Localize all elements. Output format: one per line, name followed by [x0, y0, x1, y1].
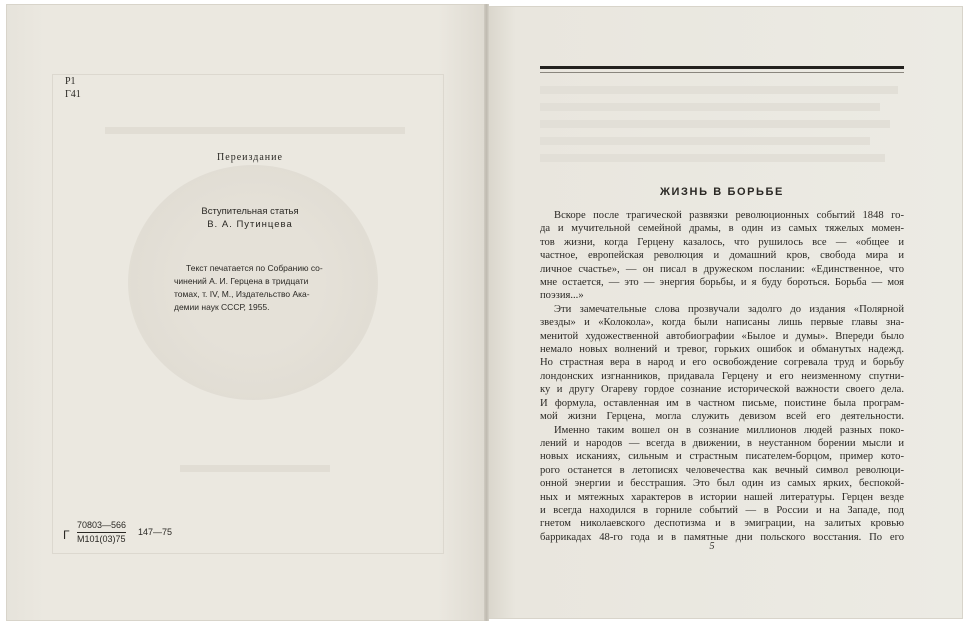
- body-line: мой жизни Герцена, могла служить девизом всей его деятельности.: [540, 411, 904, 423]
- show-through-line: [540, 86, 898, 94]
- body-line: И формула, оставленная им в частном письме, поистине была програм-: [540, 397, 904, 409]
- header-rule: [540, 66, 904, 69]
- body-line: тов жизни, когда Герцену казалось, что рушилось все — «общее и: [540, 236, 904, 248]
- edition-note-line: демии наук СССР, 1955.: [174, 302, 270, 312]
- intro-article-author: В. А. Путинцева: [207, 219, 293, 230]
- body-line: мне остается, — это — энергия борьбы, и я буду бороться. Борьба — моя: [540, 277, 904, 289]
- catalog-denominator: М101(03)75: [77, 534, 126, 544]
- intro-article-label: Вступительная статья: [201, 206, 299, 217]
- body-line: личное счастье», — он писал в дружеском послании: «Единственное, что: [540, 263, 904, 275]
- body-line: баррикадах 48-го года и в памятные дни польского восстания. По его: [540, 531, 904, 543]
- catalog-numerator: 70803—566: [77, 520, 127, 530]
- header-rule-thin: [540, 72, 904, 73]
- body-line: лений и народов — всегда в движении, в неустанном борении мысли и: [540, 437, 904, 449]
- body-line: Но страстная вера в народ и его освобождение согревала труд и борьбу: [540, 357, 904, 369]
- show-through-line: [540, 154, 885, 162]
- catalog-letter: Г: [63, 528, 70, 542]
- catalog-index: [63, 520, 183, 552]
- catalog-code-line: Р1: [65, 76, 76, 87]
- body-line: гнетом николаевского деспотизма и в эмиграции, на залитых кровью: [540, 518, 904, 530]
- body-line: лондонских изгнанников, придавала Герцену и его неизменному спутни-: [540, 370, 904, 382]
- body-line: да и мучительной семейной драмы, в один из самых тяжелых момен-: [540, 223, 904, 235]
- body-line: немало новых волнений и тревог, горьких ошибок и обманутых надежд.: [540, 344, 904, 356]
- show-through-line: [540, 103, 880, 111]
- body-line: Именно таким вошел он в сознание миллионов людей разных поко-: [554, 424, 904, 436]
- page-number: 5: [709, 541, 715, 552]
- chapter-heading: ЖИЗНЬ В БОРЬБЕ: [660, 186, 784, 198]
- edition-note: [174, 262, 322, 314]
- body-line: онной энергии и бесстрашия. Это был один из самых ярких, беспокой-: [540, 478, 904, 490]
- show-through-line: [540, 120, 890, 128]
- body-line: рого останется в летописях человечества как вечный символ революци-: [540, 464, 904, 476]
- body-line: звезды» и «Колокола», когда были написаны лишь первые главы зна-: [540, 317, 904, 329]
- catalog-suffix: 147—75: [138, 527, 173, 537]
- body-line: менитой художественной автобиографии «Былое и думы». Впереди было: [540, 330, 904, 342]
- article-body: [540, 209, 904, 544]
- catalog-code-line: Г41: [65, 89, 81, 100]
- body-line: ку и другу Огареву гордое сознание исторической важности своего дела.: [540, 384, 904, 396]
- edition-note-line: томах, т. IV, М., Издательство Ака-: [174, 289, 310, 299]
- reprint-label: Переиздание: [217, 152, 283, 163]
- book-gutter: [484, 4, 489, 621]
- body-line: ных и мятежных характеров в истории нашей литературы. Герцен везде: [540, 491, 904, 503]
- show-through-line: [180, 465, 330, 472]
- edition-note-line: Текст печатается по Собранию со-: [186, 263, 323, 273]
- body-line: Эти замечательные слова прозвучали задолго до издания «Полярной: [554, 303, 904, 315]
- show-through-line: [540, 137, 870, 145]
- edition-note-line: чинений А. И. Герцена в тридцати: [174, 276, 309, 286]
- body-line: и всегда находился в горниле событий — в России и на Западе, под: [540, 504, 904, 516]
- body-line: поэзия...»: [540, 290, 584, 302]
- show-through-line: [105, 127, 405, 134]
- body-line: новых исканиях, сильным и страстным писателем-борцом, пример кото-: [540, 451, 904, 463]
- body-line: частное, европейская революция и домашний кров, свобода мира и: [540, 250, 904, 262]
- body-line: Вскоре после трагической развязки революционных событий 1848 го-: [554, 210, 904, 221]
